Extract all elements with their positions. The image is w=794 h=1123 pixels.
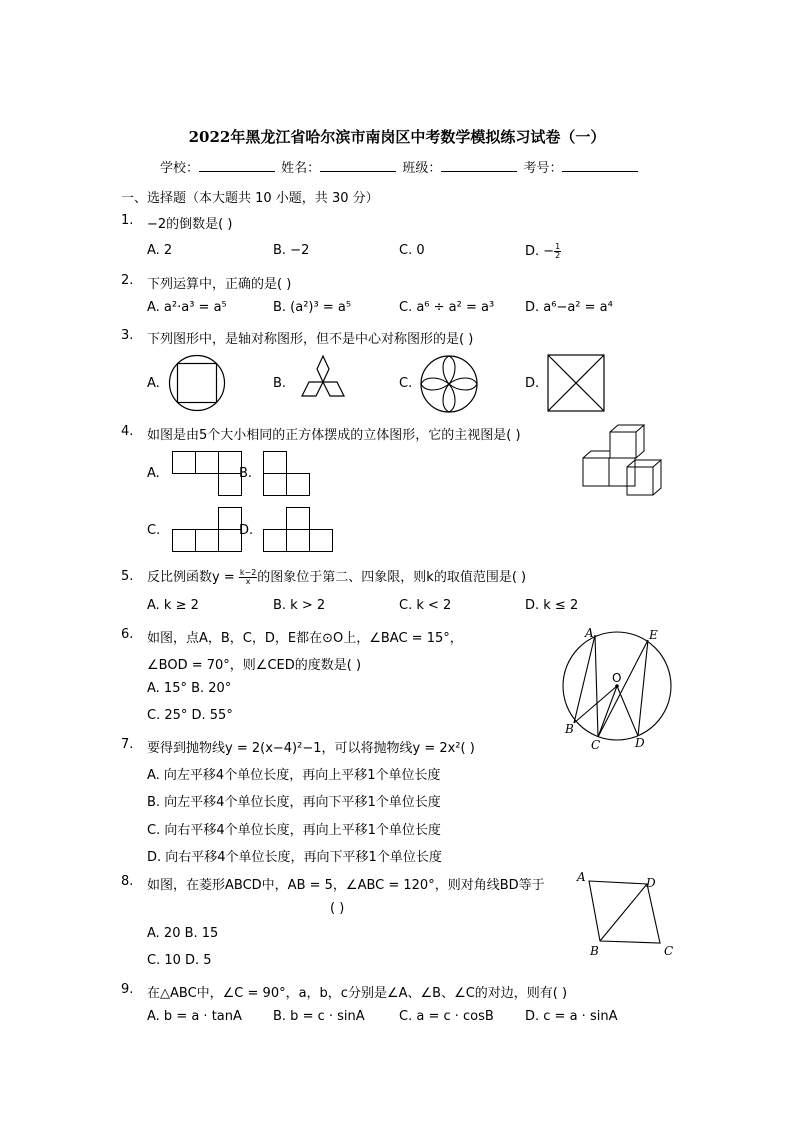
- q4-option-b: B.: [239, 466, 253, 481]
- q5-option-b: B. k > 2: [273, 598, 326, 613]
- q6-label-d: D: [635, 736, 645, 750]
- q1-option-c: C. 0: [399, 243, 425, 258]
- q6-options-ab: A. 15° B. 20°: [147, 681, 232, 696]
- q3-figure-a: [168, 354, 228, 414]
- q7-option-c: C. 向右平移4个单位长度，再向上平移1个单位长度: [147, 823, 441, 838]
- q1-option-d-fraction: $\frac{1}{2}$: [555, 242, 561, 260]
- q6-label-c: C: [591, 738, 601, 752]
- q4-option-d: D.: [239, 523, 254, 538]
- q6-label-e: E: [649, 628, 658, 642]
- q1-option-a: A. 2: [147, 243, 173, 258]
- q4-number: 4.: [121, 424, 134, 439]
- q6-number: 6.: [121, 627, 134, 642]
- q3-option-a: A.: [147, 376, 160, 391]
- q4-option-c: C.: [147, 523, 161, 538]
- q7-option-b: B. 向左平移4个单位长度，再向下平移1个单位长度: [147, 795, 441, 810]
- q3-figure-b: [294, 355, 356, 411]
- name-field[interactable]: [320, 159, 396, 172]
- q9-text: 在△ABC中，∠C = 90°，a，b，c分别是∠A、∠B、∠C的对边，则有( ): [147, 986, 568, 1001]
- q5-text: 反比例函数y = $\frac{k-2}{x}$ 的图象位于第二、四象限，则k的取值范围是( ): [147, 568, 527, 586]
- number-label: 考号：: [523, 161, 563, 176]
- q4-figure-d: [263, 507, 333, 553]
- q8-text-line2: ( ): [330, 901, 345, 916]
- q4-text: 如图是由5个大小相同的正方体摆成的立体图形，它的主视图是( ): [147, 428, 521, 443]
- q2-option-a: A. a²·a³ = a⁵: [147, 300, 227, 315]
- q7-option-a: A. 向左平移4个单位长度，再向上平移1个单位长度: [147, 768, 441, 783]
- q8-label-d: D: [646, 876, 656, 890]
- q7-option-d: D. 向右平移4个单位长度，再向下平移1个单位长度: [147, 850, 442, 865]
- q8-label-a: A: [577, 870, 586, 884]
- q5-option-a: A. k ≥ 2: [147, 598, 199, 613]
- q2-option-d: D. a⁶−a² = a⁴: [525, 300, 613, 315]
- school-label: 学校：: [160, 161, 200, 176]
- q3-figure-c: [419, 354, 479, 414]
- section-heading: 一、选择题（本大题共 10 小题，共 30 分）: [121, 191, 379, 206]
- q6-options-cd: C. 25° D. 55°: [147, 708, 233, 723]
- q9-option-a: A. b = a · tanA: [147, 1009, 242, 1024]
- q4-figure-b: [263, 451, 311, 497]
- q5-fraction: $\frac{k-2}{x}$: [239, 568, 257, 586]
- school-field[interactable]: [199, 159, 275, 172]
- q6-label-a: A: [585, 626, 594, 640]
- q2-option-b: B. (a²)³ = a⁵: [273, 300, 352, 315]
- q6-label-o: O: [612, 671, 622, 685]
- q3-text: 下列图形中，是轴对称图形，但不是中心对称图形的是( ): [147, 332, 474, 347]
- q6-text-line2: ∠BOD = 70°，则∠CED的度数是( ): [147, 658, 362, 673]
- q4-figure-c: [172, 507, 242, 553]
- q3-option-b: B.: [273, 376, 287, 391]
- q9-option-d: D. c = a · sinA: [525, 1009, 618, 1024]
- class-field[interactable]: [441, 159, 517, 172]
- q3-figure-d: [547, 354, 605, 412]
- q6-circle-figure: [560, 625, 680, 750]
- page-title: 2022年黑龙江省哈尔滨市南岗区中考数学模拟练习试卷（一）: [188, 128, 606, 146]
- q3-number: 3.: [121, 328, 134, 343]
- q9-number: 9.: [121, 982, 134, 997]
- name-label: 姓名：: [281, 161, 321, 176]
- q2-option-c: C. a⁶ ÷ a² = a³: [399, 300, 495, 315]
- number-field[interactable]: [562, 159, 638, 172]
- q4-cube-stack-figure: [581, 423, 673, 497]
- q5-option-c: C. k < 2: [399, 598, 452, 613]
- q7-number: 7.: [121, 737, 134, 752]
- q2-number: 2.: [121, 273, 134, 288]
- q6-text: 如图，点A，B，C，D，E都在⊙O上，∠BAC = 15°，: [147, 631, 463, 646]
- q8-options-ab: A. 20 B. 15: [147, 926, 219, 941]
- q1-number: 1.: [121, 213, 134, 228]
- q8-rhombus-figure: [574, 867, 684, 962]
- q7-text: 要得到抛物线y = 2(x−4)²−1，可以将抛物线y = 2x²( ): [147, 741, 475, 756]
- exam-info-row: [160, 157, 640, 176]
- q8-number: 8.: [121, 874, 134, 889]
- q8-options-cd: C. 10 D. 5: [147, 953, 212, 968]
- q9-option-c: C. a = c · cosB: [399, 1009, 494, 1024]
- q5-number: 5.: [121, 569, 134, 584]
- q2-text: 下列运算中，正确的是( ): [147, 277, 292, 292]
- q4-figure-a: [172, 451, 242, 497]
- q8-label-b: B: [590, 944, 599, 958]
- q3-option-c: C.: [399, 376, 413, 391]
- q4-option-a: A.: [147, 466, 160, 481]
- class-label: 班级：: [402, 161, 442, 176]
- q8-label-c: C: [664, 944, 674, 958]
- q1-text: −2的倒数是( ): [147, 217, 233, 232]
- q5-option-d: D. k ≤ 2: [525, 598, 579, 613]
- q8-text: 如图，在菱形ABCD中，AB = 5，∠ABC = 120°，则对角线BD等于: [147, 878, 545, 893]
- q3-option-d: D.: [525, 376, 540, 391]
- q1-option-b: B. −2: [273, 243, 310, 258]
- q6-label-b: B: [565, 722, 574, 736]
- q1-option-d: D. − $\frac{1}{2}$: [525, 242, 561, 260]
- q9-option-b: B. b = c · sinA: [273, 1009, 365, 1024]
